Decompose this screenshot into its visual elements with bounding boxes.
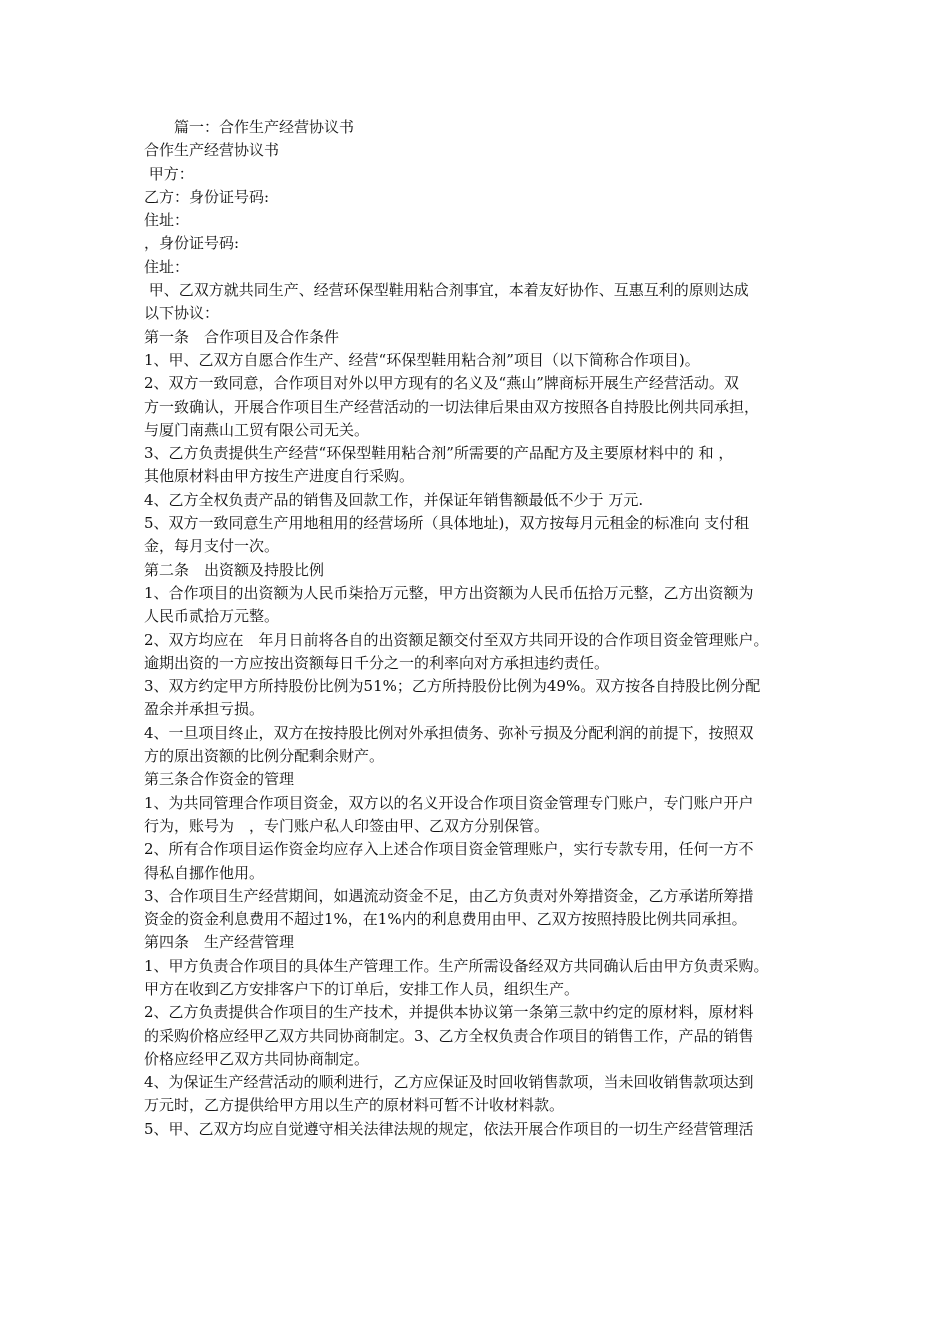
document-line: 2、所有合作项目运作资金均应存入上述合作项目资金管理账户，实行专款专用，任何一方不 [144,840,754,859]
document-line: 2、双方均应在 年月日前将各自的出资额足额交付至双方共同开设的合作项目资金管理账户。 [144,630,769,649]
document-page [144,116,824,1141]
document-line: 的采购价格应经甲乙双方共同协商制定。3、乙方全权负责合作项目的销售工作，产品的销售 [144,1026,754,1045]
document-line: 1、为共同管理合作项目资金，双方以的名义开设合作项目资金管理专门账户，专门账户开户 [144,793,754,812]
document-line: 5、双方一致同意生产用地租用的经营场所（具体地址)，双方按每月元租金的标准向 支付租 [144,514,750,533]
document-line: 第一条 合作项目及合作条件 [144,327,340,346]
document-line: 行为，账号为 ，专门账户私人印签由甲、乙双方分别保管。 [144,816,550,835]
document-line: 住址： [144,211,190,230]
document-line: 以下协议： [144,304,220,323]
document-line: 5、甲、乙双方均应自觉遵守相关法律法规的规定，依法开展合作项目的一切生产经营管理活 [144,1119,754,1138]
document-line: 方的原出资额的比例分配剩余财产。 [144,747,385,766]
document-line: 3、乙方负责提供生产经营“环保型鞋用粘合剂”所需要的产品配方及主要原材料中的 和 ， [144,444,734,463]
document-line: 价格应经甲乙双方共同协商制定。 [144,1049,370,1068]
document-line: 与厦门南燕山工贸有限公司无关。 [144,420,370,439]
document-line: 住址： [144,257,190,276]
document-line: 第四条 生产经营管理 [144,933,295,952]
document-line: 3、双方约定甲方所持股份比例为51%；乙方所持股份比例为49%。双方按各自持股比例分配 [144,677,761,696]
document-line: 1、甲方负责合作项目的具体生产管理工作。生产所需设备经双方共同确认后由甲方负责采购。 [144,956,769,975]
document-line: 第二条 出资额及持股比例 [144,560,325,579]
document-line: 人民币贰拾万元整。 [144,607,280,626]
document-line: 甲方在收到乙方安排客户下的订单后，安排工作人员，组织生产。 [144,979,580,998]
document-line: 2、乙方负责提供合作项目的生产技术，并提供本协议第一条第三款中约定的原材料，原材料 [144,1003,754,1022]
document-line: 第三条合作资金的管理 [144,770,295,789]
document-line: 4、乙方全权负责产品的销售及回款工作，并保证年销售额最低不少于 万元. [144,490,644,509]
document-heading: 篇一：合作生产经营协议书 [174,118,355,136]
document-line: 甲、乙双方就共同生产、经营环保型鞋用粘合剂事宜，本着友好协作、互惠互利的原则达成 [144,281,749,300]
document-line: 4、为保证生产经营活动的顺利进行，乙方应保证及时回收销售款项，当未回收销售款项达到 [144,1073,754,1092]
document-line: 甲方： [144,164,194,183]
document-line: 得私自挪作他用。 [144,863,265,882]
document-line: 其他原材料由甲方按生产进度自行采购。 [144,467,415,486]
document-line: 资金的资金利息费用不超过1%，在1%内的利息费用由甲、乙双方按照持股比例共同承担。 [144,910,747,929]
document-line: 方一致确认，开展合作项目生产经营活动的一切法律后果由双方按照各自持股比例共同承担， [144,397,760,416]
document-line: 盈余并承担亏损。 [144,700,265,719]
document-line: 乙方：身份证号码: [144,187,270,206]
document-line: 逾期出资的一方应按出资额每日千分之一的利率向对方承担违约责任。 [144,653,610,672]
document-line: 1、甲、乙双方自愿合作生产、经营“环保型鞋用粘合剂”项目（以下简称合作项目)。 [144,350,700,369]
document-body [144,139,824,1141]
document-line: 4、一旦项目终止，双方在按持股比例对外承担债务、弥补亏损及分配利润的前提下，按照双 [144,723,754,742]
document-line: 3、合作项目生产经营期间，如遇流动资金不足，由乙方负责对外筹措资金，乙方承诺所筹措 [144,886,754,905]
document-line: 金，每月支付一次。 [144,537,280,556]
document-line: 1、合作项目的出资额为人民币柒拾万元整，甲方出资额为人民币伍拾万元整，乙方出资额为 [144,583,754,602]
document-line: 万元时，乙方提供给甲方用以生产的原材料可暂不计收材料款。 [144,1096,565,1115]
document-line: 2、双方一致同意，合作项目对外以甲方现有的名义及“燕山”牌商标开展生产经营活动。双 [144,374,739,393]
document-line: 合作生产经营协议书 [144,141,280,160]
document-line: ，身份证号码: [144,234,240,253]
